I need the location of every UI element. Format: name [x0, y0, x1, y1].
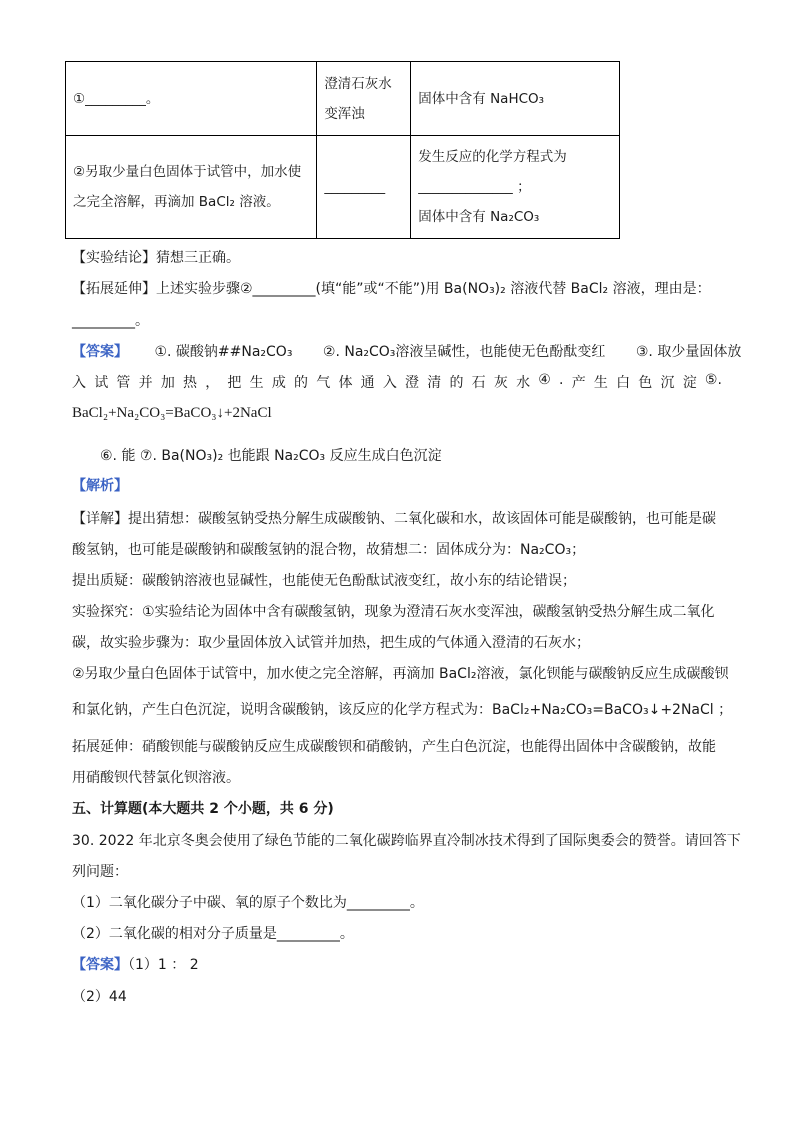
- phenomenon-cell: _________: [317, 136, 411, 239]
- detail-line: ②另取少量白色固体于试管中，加水使之完全溶解，再滴加 BaCl₂溶液，氯化钡能与碳酸钠反应生成碳酸钡: [72, 666, 729, 682]
- detail-line: 【详解】提出猜想：碳酸氢钠受热分解生成碳酸钠、二氧化碳和水，故该固体可能是碳酸钠，也可能是碳: [72, 511, 716, 527]
- answer-line-1: 【答案】 ①. 碳酸钠##Na₂CO₃ ②. Na₂CO₃溶液呈碱性，也能使无色酚酞变红 ③. 取少量固体放: [72, 344, 742, 360]
- experiment-conclusion: 【实验结论】猜想三正确。: [72, 250, 240, 266]
- step-cell: ①_________。: [66, 62, 317, 136]
- step-cell: ②另取少量白色固体于试管中，加水使之完全溶解，再滴加 BaCl₂ 溶液。: [66, 136, 317, 239]
- question-30: 30. 2022 年北京冬奥会使用了绿色节能的二氧化碳跨临界直冷制冰技术得到了国际奥委会的赞誉。请回答下: [72, 833, 741, 849]
- answer-label: 【答案】: [72, 344, 128, 360]
- answer-line-2: 入 试 管 并 加 热 ， 把 生 成 的 气 体 通 入 澄 清 的 石 灰 水 ④ . 产 生 白 色 沉 淀 ⑤.: [72, 372, 722, 391]
- detail-line: 碳，故实验步骤为：取少量固体放入试管并加热，把生成的气体通入澄清的石灰水；: [72, 635, 590, 651]
- detail-line: 酸氢钠，也可能是碳酸钠和碳酸氢钠的混合物，故猜想二：固体成分为：Na₂CO₃；: [72, 542, 586, 558]
- answer-line-4: ⑥. 能 ⑦. Ba(NO₃)₂ 也能跟 Na₂CO₃ 反应生成白色沉淀: [100, 448, 442, 464]
- detail-line: 实验探究：①实验结论为固体中含有碳酸氢钠，现象为澄清石灰水变浑浊，碳酸氢钠受热分解生成二氧化: [72, 604, 715, 620]
- detail-line: 用硝酸钡代替氯化钡溶液。: [72, 770, 240, 786]
- question-30-sub1: （1）二氧化碳分子中碳、氧的原子个数比为_________。: [72, 895, 424, 911]
- question-30-sub2: （2）二氧化碳的相对分子质量是_________。: [72, 926, 354, 942]
- detail-line: 提出质疑：碳酸钠溶液也显碱性，也能使无色酚酞试液变红，故小东的结论错误；: [72, 573, 576, 589]
- analysis-label: 【解析】: [72, 478, 128, 494]
- answer-equation: BaCl₂+Na₂CO₃=BaCO₃↓+2NaCl: [72, 405, 272, 421]
- extension-blank: _________。: [72, 313, 149, 329]
- section-title: 五、计算题(本大题共 2 个小题，共 6 分): [72, 801, 334, 817]
- conclusion-cell: 发生反应的化学方程式为 ______________ ； 固体中含有 Na₂CO₃: [411, 136, 620, 239]
- question-30-cont: 列问题：: [72, 864, 128, 880]
- extension-question: 【拓展延伸】上述实验步骤②_________(填“能”或“不能”)用 Ba(NO₃)₂ 溶液代替 BaCl₂ 溶液，理由是：: [72, 281, 711, 297]
- answer-label: 【答案】: [72, 957, 128, 973]
- phenomenon-cell: 澄清石灰水变浑浊: [317, 62, 411, 136]
- table-row: [66, 62, 620, 136]
- table-row: [66, 136, 620, 239]
- answer-30-part2: （2）44: [72, 989, 127, 1005]
- detail-line: 拓展延伸：硝酸钡能与碳酸钠反应生成碳酸钡和硝酸钠，产生白色沉淀，也能得出固体中含碳酸钠，故能: [72, 739, 716, 755]
- answer-30: 【答案】（1）1 ： 2: [72, 957, 199, 973]
- experiment-table: [65, 61, 620, 239]
- detail-line: 和氯化钠，产生白色沉淀，说明含碳酸钠，该反应的化学方程式为：BaCl₂+Na₂CO₃=BaCO₃↓+2NaCl ；: [72, 702, 733, 718]
- conclusion-cell: 固体中含有 NaHCO₃: [411, 62, 620, 136]
